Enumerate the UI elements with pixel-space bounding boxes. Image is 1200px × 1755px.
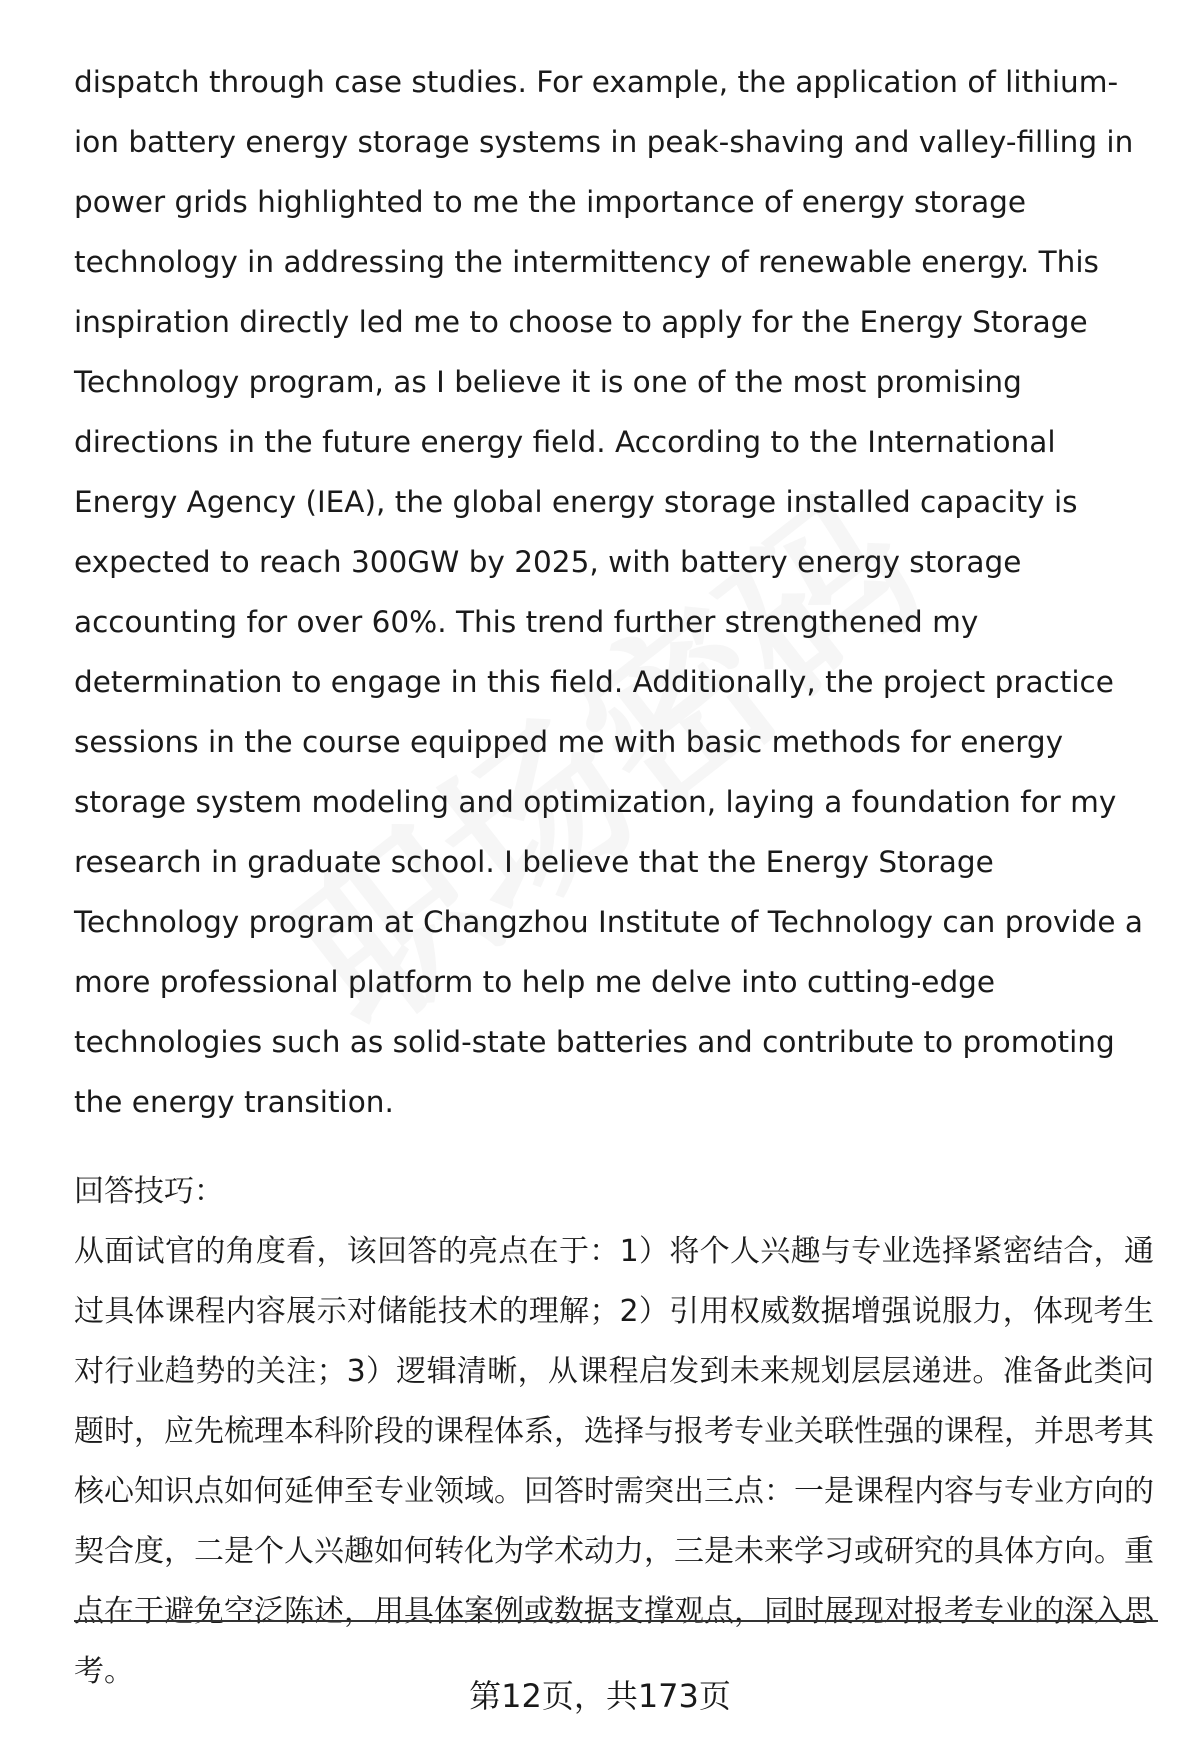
page-content xyxy=(74,52,1154,1702)
tips-paragraph: 从面试官的角度看，该回答的亮点在于：1）将个人兴趣与专业选择紧密结合，通过具体课程内容展示对储能技术的理解；2）引用权威数据增强说服力，体现考生对行业趋势的关注；3）逻辑清晰，从课程启发到未来规划层层递进。准备此类问题时，应先梳理本科阶段的课程体系，选择与报考专业关联性强的课程，并思考其核心知识点如何延伸至专业领域。回答时需突出三点：一是课程内容与专业方向的契合度，二是个人兴趣如何转化为学术动力，三是未来学习或研究的具体方向。重点在于避免空泛陈述，用具体案例或数据支撑观点，同时展现对报考专业的深入思考。 xyxy=(74,1234,1154,1689)
english-paragraph: dispatch through case studies. For example, the application of lithium-ion battery energy storage systems in peak-shaving and valley-filling in power grids highlighted to me the importance of energy storage technology in addressing the intermittency of renewable energy. This inspiration directly led me to choose to apply for the Energy Storage Technology program, as I believe it is one of the most promising directions in the future energy field. According to the International Energy Agency (IEA), the global energy storage installed capacity is expected to reach 300GW by 2025, with battery energy storage accounting for over 60%. This trend further strengthened my determination to engage in this field. Additionally, the project practice sessions in the course equipped me with basic methods for energy storage system modeling and optimization, laying a foundation for my research in graduate school. I believe that the Energy Storage Technology program at Changzhou Institute of Technology can provide a more professional platform to help me delve into cutting-edge technologies such as solid-state batteries and contribute to promoting the energy transition. xyxy=(74,65,1143,1119)
footer-divider xyxy=(74,1620,1158,1622)
page-number: 第12页，共173页 xyxy=(469,1677,731,1715)
tips-title: 回答技巧： xyxy=(74,1174,224,1209)
